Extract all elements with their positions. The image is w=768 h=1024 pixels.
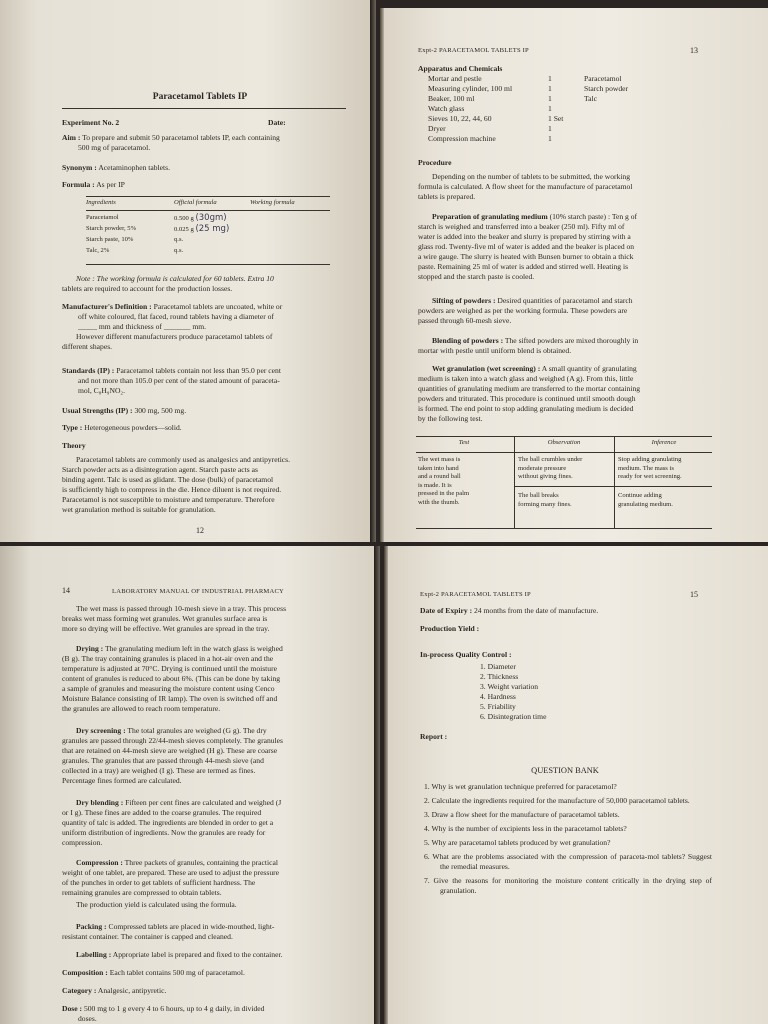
list-item: 1. Diameter [480,662,516,671]
list-item: 3. Weight variation [480,682,539,691]
formula-table: Ingredients Official formula Working formula [86,199,295,206]
standards: Standards (IP) : Paracetamol tablets contain not less than 95.0 per cent and not more than 105.0 per cent of the stated amount of paraceta- mol, C₈H₉NO₂. [62,366,281,395]
list-item: 2. Calculate the ingredients required for the manufacture of 50,000 paracetamol tablets. [424,796,690,805]
labelling: Labelling : Appropriate label is prepared and fixed to the container. [76,950,283,959]
inference-2: Continue adding granulating medium. [618,492,673,508]
running-header: Expt-2 PARACETAMOL TABLETS IP [420,591,531,598]
category: Category : Analgesic, antipyretic. [62,986,167,995]
procedure-text: Depending on the number of tablets to be submitted, the working formula is calculated. A flow sheet for the manufacture of paracetamol tablets is prepared. [418,172,633,201]
page-title: Paracetamol Tablets IP [152,92,248,102]
observation-1: The ball crumbles under moderate pressure without giving fines. [518,456,583,480]
page-14 [0,546,380,1024]
type: Type : Heterogeneous powders—solid. [62,423,182,432]
wet-screening-text: The wet mass is passed through 10-mesh sieve in a tray. This process breaks wet mass forming wet granules. Wet granules surface area is more so drying will be effective. Wet granules are spread in the tray. [62,604,287,633]
procedure-heading: Procedure [418,158,452,167]
ipqc-list [480,662,546,722]
list-item: 2. Thickness [480,672,519,681]
handwritten-note: (30gm) [195,212,227,223]
dry-blending: Dry blending : Fifteen per cent fines are calculated and weighed (J or I g). These fines are added to the coarse granules. The required quantity of talc is added. The ingredients are blended in order to get a uniform distribution of ingredients. Now the granules are ready for compression. [62,798,282,847]
drying: Drying : The granulating medium left in the watch glass is weighed (B g). The tray containing granules is placed in a hot-air oven and the temperature is adjusted at 70°C. Drying is continued until the moisture content of granules is reduced to about 6%. (This can be done by taking a sample of granules and measuring the moisture content using Cenco Moisture Balance consisting of IR lamp). The oven is switched off and the granules are allowed to reach room temperature. [62,644,283,713]
compression: Compression : Three packets of granules, containing the practical weight of one tablet, are prepared. These are used to adjust the pressure of the punches in order to get tablets of sufficient hardness. The remaining granules are compressed to obtain tablets. The production yield is calculated using the formula. [62,858,280,909]
dry-screening: Dry screening : The total granules are weighed (G g). The dry granules are passed through 22/44-mesh sieves completely. The granules that are retained on 44-mesh sieve are weighed (H g). These are coarse granules. The granules that are passed through 44-mesh sieve (and collected in a tray) are weighed (I g). These are termed as fines. Percentage fines formed are calculated. [62,726,284,785]
list-item: 4. Why is the number of excipients less in the paracetamol tablets? [424,824,627,833]
synonym: Synonym : Acetaminophen tablets. [62,163,171,172]
wet-granulation: Wet granulation (wet screening) : A small quantity of granulating medium is taken into a watch glass and weighed (A g). From this, little quantities of granulating medium are transferred to the mortar containing powders and triturated. This procedure is continued until smooth dough is formed. The end point to stop adding granulating medium is decided by the following test. [418,364,641,423]
packing: Packing : Compressed tablets are placed in wide-mouthed, light- resistant container. The container is capped and cleaned. [62,922,275,941]
page-number: 14 [62,586,70,595]
experiment-number: Experiment No. 2 [62,118,120,127]
running-header: Expt-2 PARACETAMOL TABLETS IP [418,47,529,54]
formula: Formula : As per IP [62,180,125,189]
formula-table-body: Paracetamol 0.500 g (30gm) Starch powder, 5% 0.025 g (25 mg) Starch paste, 10% q.s. Talc, 2% q.s. [86,213,330,257]
test-description: The wet mass is taken into hand and a round ball is made. It is pressed in the palm with the thumb. [418,456,470,506]
manufacturer-definition: Manufacturer's Definition : Paracetamol tablets are uncoated, white or off white coloured, flat faced, round tablets having a diameter of _____ mm and thickness of _______ mm. However different manufacturers produce paracetamol tablets of different shapes. [62,302,283,351]
blending-of-powders: Blending of powders : The sifted powders are mixed thoroughly in mortar with pestle until uniform blend is obtained. [418,336,639,355]
list-item: 3. Draw a flow sheet for the manufacture of paracetamol tablets. [424,810,620,819]
apparatus-heading: Apparatus and Chemicals [418,64,503,73]
list-item: 5. Why are paracetamol tablets produced by wet granulation? [424,838,611,847]
table-cell: Paracetamol [86,214,119,222]
aim: Aim : To prepare and submit 50 paracetamol tablets IP, each containing 500 mg of paracetamol. [62,133,280,152]
date-label: Date: [268,118,286,127]
page-number: 15 [690,590,698,599]
usual-strengths: Usual Strengths (IP) : 300 mg, 500 mg. [62,406,187,415]
running-header: LABORATORY MANUAL OF INDUSTRIAL PHARMACY [112,588,285,595]
page-number: 13 [690,46,698,55]
list-item: 7. Give the reasons for monitoring the moisture content critically in the drying step of granulation. [424,876,712,895]
sifting-of-powders: Sifting of powders : Desired quantities of paracetamol and starch powders are weighed as per the working formula. These powders are passed through 60-mesh sieve. [418,296,633,325]
page-13: Expt-2 PARACETAMOL TABLETS IP 13 Apparatus and Chemicals Mortar and pestle 1 Paracetamol Measuring cylinder, 100 ml 1 Starch powder Beaker, 100 ml 1 Talc Watch glass 1 Sieves 10, 22, 44, 60 1 Set Dryer 1 Compression machine 1 Procedure Depending on the number of tablets to be submitted, the working formula is calculated. A flow sheet for the manufacture of paracetamol tablets is prepared. Preparation of granulating medium (10% starch paste) : Ten g of starch is weighed and transferred into a beaker (250 ml). Fifty ml of water is added into the beaker and slurry is prepared by stirring with a glass rod. Twenty-five ml of water is added and the beaker is placed on a wire gauge. The slurry is heated with Bunsen burner to obtain a thick paste. Remaining 25 ml of water is added and stirred well. Heating is stopped and the starch paste is cooled. Sifting of powders : Desired quantities of paracetamol and starch powders are weighed as per the working formula. These powders are passed through 60-mesh sieve. Blending of powders : The sifted powders are mixed thoroughly in mortar with pestle until uniform blend is obtained. Wet granulation (wet screening) : A small quantity of granulating medium is taken into a watch glass and weighed (A g). From this, little quantities of granulating medium are transferred to the mortar containing powders and triturated. This procedure is continued until smooth dough is formed. The end point to stop adding granulating medium is decided by the following test. Test Observation Inference The wet mass is taken into hand and a round ball is made. It is pressed in the palm with the thumb. The ball crumbles under moderate pressure without giving fines. Stop adding granulating medium. The mass is ready for wet screening. The ball breaks forming many fines. Continue adding granulating medium. [380,8,768,542]
composition: Composition : Each tablet contains 500 mg of paracetamol. [62,968,245,977]
table-cell: Starch paste, 10% [86,236,134,244]
dose: Dose : 500 mg to 1 g every 4 to 6 hours, up to 4 g daily, in divided doses. [62,1004,265,1023]
page-15 [384,546,768,1024]
report-heading: Report : [420,732,448,741]
table-cell: Starch powder, 5% [86,225,137,233]
list-item: 1. Why is wet granulation technique preferred for paracetamol? [424,782,617,791]
inference-1: Stop adding granulating medium. The mass is ready for wet screening. [618,456,682,480]
list-item: 6. What are the problems associated with the compression of paraceta-mol tablets? Suggest the remedial measures. [424,852,712,871]
granulating-medium: Preparation of granulating medium (10% starch paste) : Ten g of starch is weighed and transferred into a beaker (250 ml). Fifty ml of water is added into the beaker and slurry is prepared by stirring with a glass rod. Twenty-five ml of water is added and the beaker is placed on a wire gauge. The slurry is heated with Bunsen burner to obtain a thick paste. Remaining 25 ml of water is added and stirred well. Heating is stopped and the starch paste is cooled. [418,212,638,281]
note: Note : The working formula is calculated for 60 tablets. Extra 10 tablets are required to account for the production losses. [62,274,274,293]
question-bank-title: QUESTION BANK [531,766,599,775]
page-number: 12 [196,526,204,535]
handwritten-note: (25 mg) [195,223,230,234]
theory-text: Paracetamol tablets are commonly used as analgesics and antipyretics. Starch powder acts as a disintegration agent. Starch paste acts as binding agent. Talc is used as glidant. The dose (bulk) of paracetamol is sufficiently high to compress in the die. Hence diluent is not required. Paracetamol is not susceptible to moisture and temperature. Therefore wet granulation method is suitable for granulation. [62,455,291,514]
list-item: 6. Disintegration time [480,712,547,721]
ipqc-heading: In-process Quality Control : [420,650,512,659]
list-item: 5. Friability [480,702,516,711]
table-cell: Talc, 2% [86,247,110,255]
list-item: 4. Hardness [480,692,516,701]
page-12 [0,0,376,542]
production-yield: Production Yield : [420,624,480,633]
apparatus-table: Mortar and pestle 1 Paracetamol Measuring cylinder, 100 ml 1 Starch powder Beaker, 100 ml 1 Talc Watch glass 1 Sieves 10, 22, 44, 60 1 Set Dryer 1 Compression machine 1 [428,74,629,143]
date-of-expiry: Date of Expiry : 24 months from the date of manufacture. [420,606,599,615]
question-list [424,782,712,900]
theory-heading: Theory [62,441,86,450]
observation-2: The ball breaks forming many fines. [518,492,572,508]
